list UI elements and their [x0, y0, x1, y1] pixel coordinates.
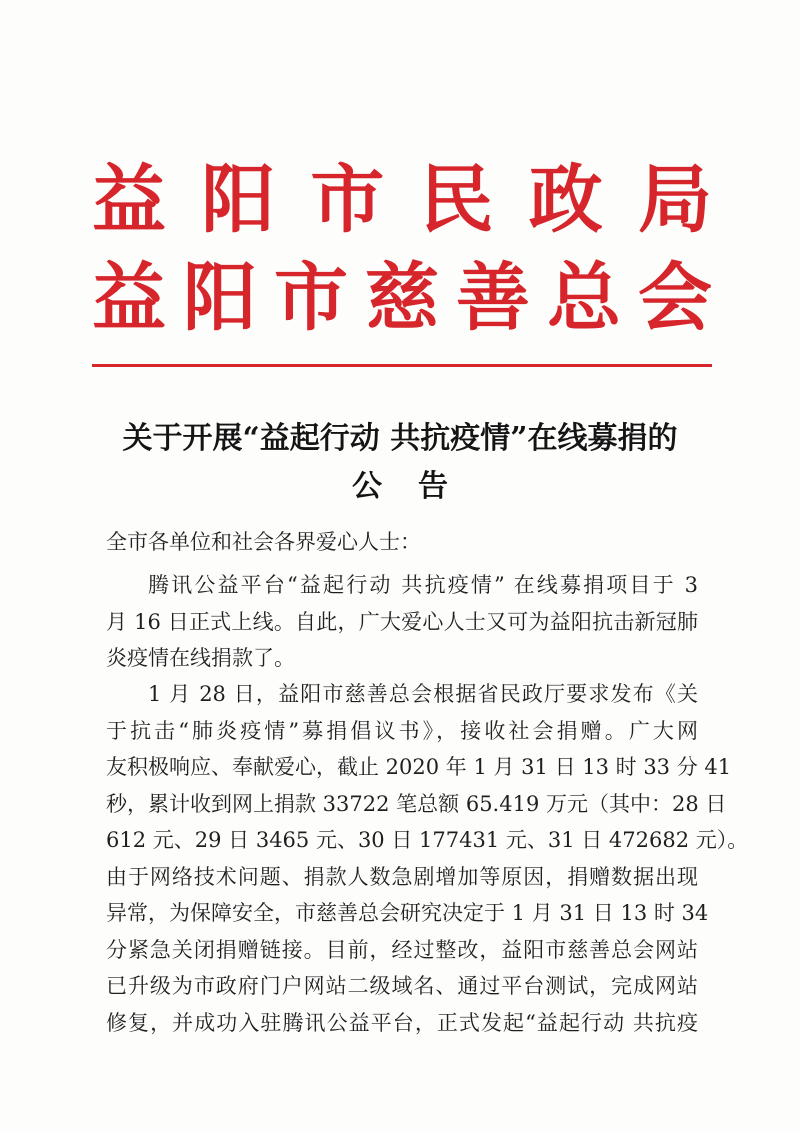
- issuer-char: 益: [92, 157, 166, 243]
- paragraph-line: 1 月 28 日，益阳市慈善总会根据省民政厅要求发布《关: [148, 682, 698, 706]
- paragraph-line: 612 元、29 日 3465 元、30 日 177431 元、31 日 472682 元）。: [106, 828, 749, 852]
- paragraph-line: 炎疫情在线捐款了。: [106, 646, 295, 670]
- issuer-char: 会: [638, 255, 712, 341]
- paragraph-line: 月 16 日正式上线。自此，广大爱心人士又可为益阳抗击新冠肺: [106, 609, 698, 634]
- issuer-char: 总: [547, 255, 621, 341]
- issuer-char: 政: [528, 157, 603, 243]
- paragraph-line: 于抗击“肺炎疫情”募捐倡议书》，接收社会捐赠。广大网: [106, 718, 698, 743]
- issuer-char: 善: [456, 255, 530, 341]
- paragraph-online-launch: [106, 567, 698, 677]
- salutation: 全市各单位和社会各界爱心人士：: [106, 530, 421, 554]
- paragraph-line: 异常，为保障安全，市慈善总会研究决定于 1 月 31 日 13 时 34: [106, 901, 709, 925]
- announcement-title: 关于开展“益起行动 共抗疫情”在线募捐的: [122, 421, 678, 456]
- paragraph-line: 秒，累计收到网上捐款 33722 笔总额 65.419 万元（其中：28 日: [106, 791, 727, 816]
- issuer-char: 民: [419, 157, 494, 243]
- issuer-char: 局: [637, 157, 712, 243]
- announcement-title-continued: 公告: [352, 469, 484, 504]
- issuer-char: 市: [310, 157, 385, 243]
- paragraph-line: 腾讯公益平台“益起行动 共抗疫情” 在线募捐项目于 3: [148, 573, 698, 597]
- issuer-char: 益: [92, 255, 166, 341]
- issuer-char: 阳: [183, 255, 257, 341]
- paragraph-line: 分紧急关闭捐赠链接。目前，经过整改，益阳市慈善总会网站: [106, 937, 698, 962]
- paragraph-donation-history: [106, 676, 749, 1041]
- paragraph-line: 已升级为市政府门户网站二级域名、通过平台测试，完成网站: [106, 974, 698, 998]
- letterhead-issuer-charity-federation: [92, 256, 712, 340]
- issuer-char: 阳: [201, 157, 276, 243]
- letterhead-red-rule: [92, 364, 712, 367]
- issuer-char: 慈: [365, 255, 439, 341]
- letterhead-issuer-civil-affairs-bureau: [92, 158, 712, 242]
- paragraph-line: 修复，并成功入驻腾讯公益平台，正式发起“益起行动 共抗疫: [106, 1010, 698, 1035]
- paragraph-line: 由于网络技术问题、捐款人数急剧增加等原因，捐赠数据出现: [106, 864, 698, 889]
- issuer-char: 市: [274, 255, 348, 341]
- paragraph-line: 友积极响应、奉献爱心，截止 2020 年 1 月 31 日 13 时 33 分 41: [106, 755, 732, 779]
